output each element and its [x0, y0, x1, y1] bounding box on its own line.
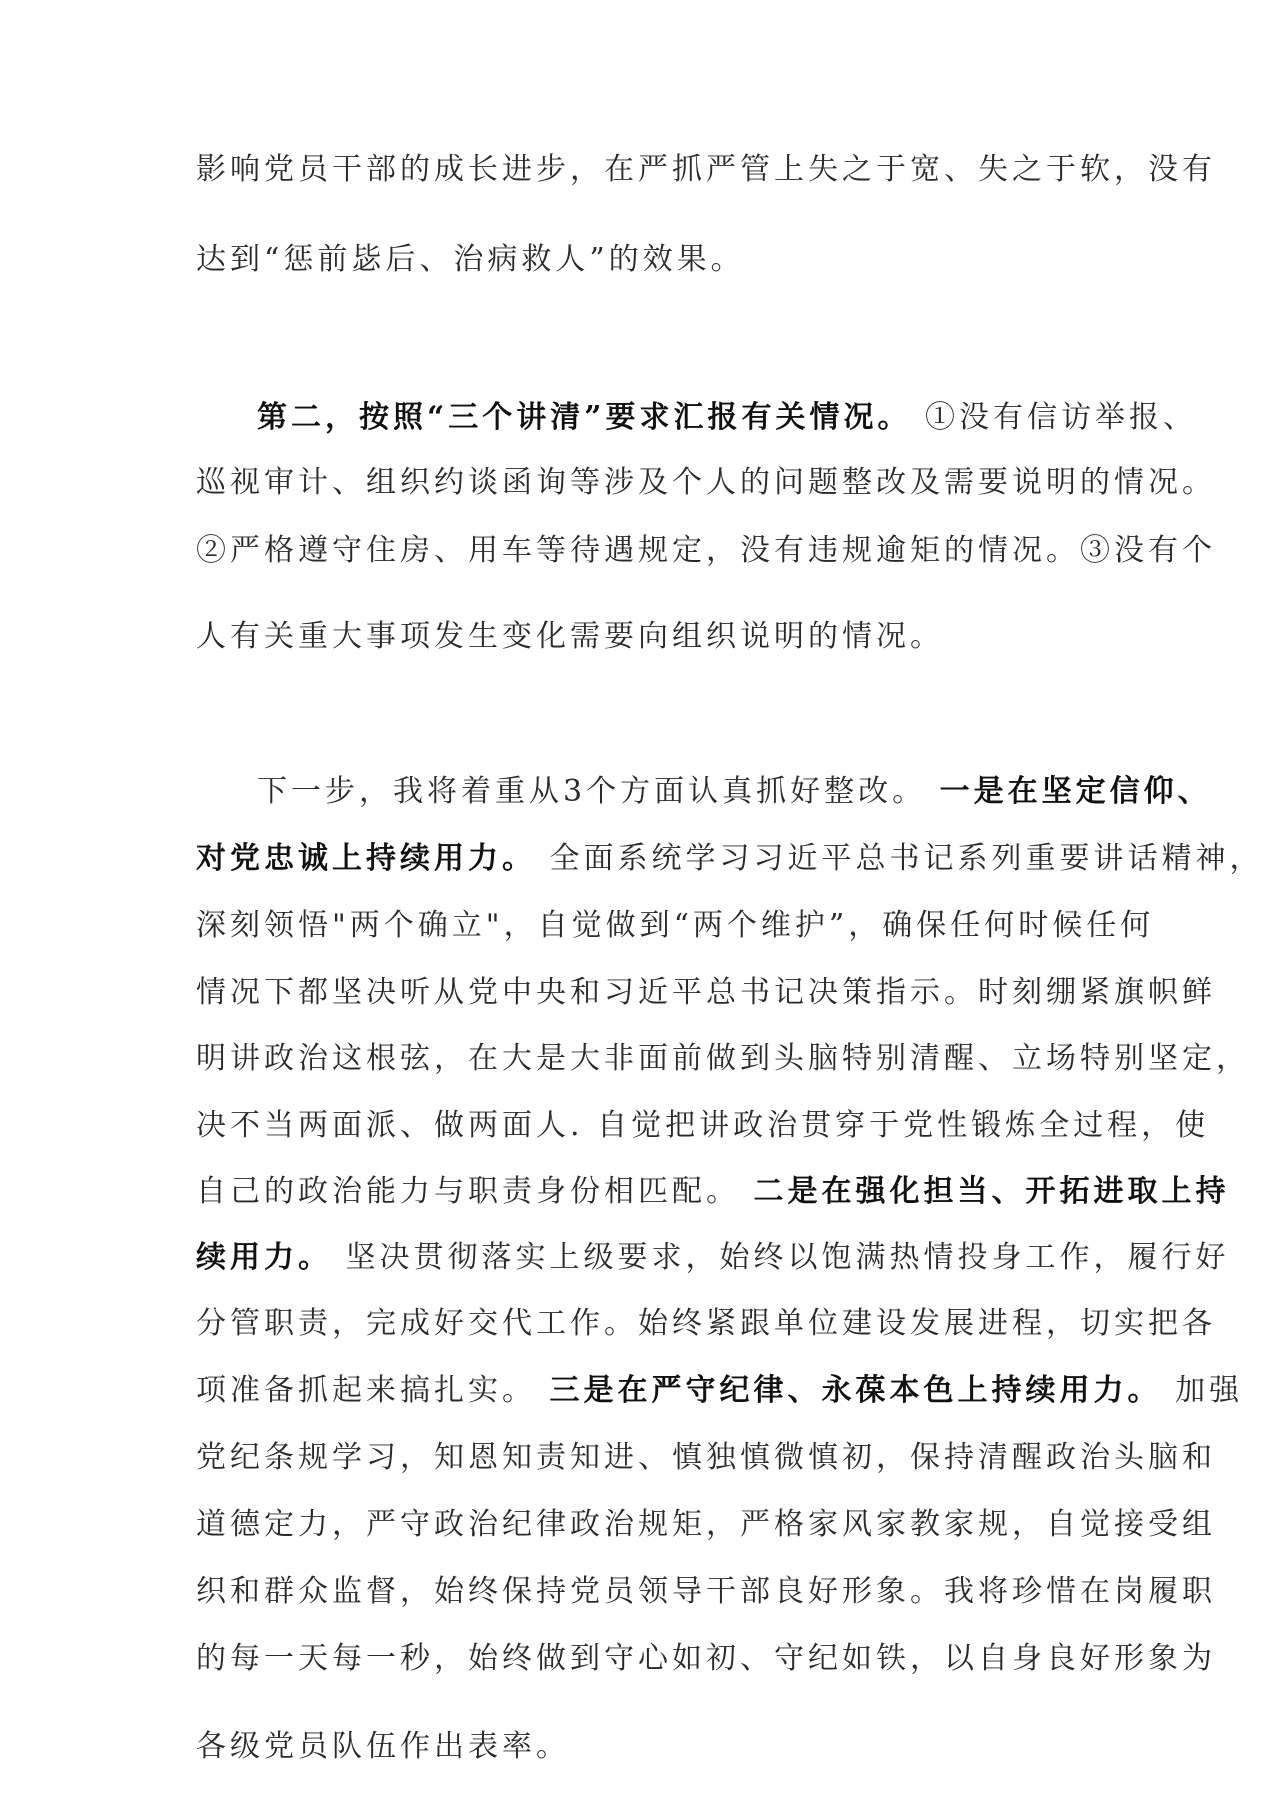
text-run: ②严格遵守住房、用车等待遇规定，没有违规逾矩的情况。③没有个 [196, 533, 1216, 568]
text-line-14 [196, 1238, 1230, 1278]
text-line-1 [196, 150, 1216, 190]
text-run: 分管职责，完成好交代工作。始终紧跟单位建设发展进程，切实把各 [196, 1306, 1216, 1341]
text-run: 全面系统学习习近平总书记系列重要讲话精神， [536, 841, 1264, 876]
text-run: 各级党员队伍作出表率。 [196, 1729, 570, 1764]
text-line-6 [196, 617, 1096, 657]
section-heading: 续用力。 [196, 1240, 332, 1275]
text-run: 的每一天每一秒，始终做到守心如初、守纪如铁，以自身良好形象为 [196, 1641, 1216, 1676]
text-run: 影响党员干部的成长进步，在严抓严管上失之于宽、失之于软，没有 [196, 152, 1216, 187]
text-line-8 [196, 839, 1264, 879]
text-run: 坚决贯彻落实上级要求，始终以饱满热情投身工作，履行好 [332, 1240, 1230, 1275]
text-run: 巡视审计、组织约谈函询等涉及个人的问题整改及需要说明的情况。 [196, 465, 1216, 500]
text-run: 决不当两面派、做两面人. 自觉把讲政治贯穿于党性锻炼全过程，使 [196, 1108, 1210, 1143]
text-run: 下一步，我将着重从3个方面认真抓好整改。 [257, 774, 940, 809]
section-heading: 一是在坚定信仰、 [939, 774, 1212, 809]
section-heading: 三是在严守纪律、永葆本色上持续用力。 [549, 1373, 1162, 1408]
text-line-3 [257, 398, 1198, 438]
text-run: 人有关重大事项发生变化需要向组织说明的情况。 [196, 619, 944, 654]
text-run: 加强 [1161, 1373, 1244, 1408]
text-line-18 [196, 1505, 1216, 1545]
text-line-5 [196, 531, 1216, 571]
text-run: 明讲政治这根弦，在大是大非面前做到头脑特别清醒、立场特别坚定， [196, 1041, 1250, 1076]
text-run: 党纪条规学习，知恩知责知进、慎独慎微慎初，保持清醒政治头脑和 [196, 1440, 1216, 1475]
section-heading: 对党忠诚上持续用力。 [196, 841, 536, 876]
section-heading: 二是在强化担当、开拓进取上持 [753, 1174, 1230, 1209]
section-heading: 第二，按照“三个讲清”要求汇报有关情况。 [257, 400, 912, 435]
text-line-4 [196, 463, 1216, 503]
text-line-20 [196, 1639, 1216, 1679]
text-line-21 [196, 1727, 1096, 1767]
text-run: 达到“惩前毖后、治病救人”的效果。 [196, 242, 745, 277]
text-run: 织和群众监督，始终保持党员领导干部良好形象。我将珍惜在岗履职 [196, 1574, 1216, 1609]
text-line-17 [196, 1438, 1216, 1478]
text-run: 道德定力，严守政治纪律政治规矩，严格家风家教家规，自觉接受组 [196, 1507, 1216, 1542]
text-run: 项准备抓起来搞扎实。 [196, 1373, 550, 1408]
text-run: ①没有信访举报、 [911, 400, 1198, 435]
text-line-19 [196, 1572, 1216, 1612]
text-line-2 [196, 240, 1096, 280]
text-run: 情况下都坚决听从党中央和习近平总书记决策指示。时刻绷紧旗帜鲜 [196, 975, 1216, 1010]
text-line-7 [257, 772, 1212, 812]
text-line-11 [196, 1039, 1250, 1079]
text-line-12 [196, 1106, 1210, 1146]
text-line-9 [196, 906, 1155, 946]
text-line-13 [196, 1172, 1230, 1212]
text-run: 自己的政治能力与职责身份相匹配。 [196, 1174, 754, 1209]
text-run: 深刻领悟"两个确立"，自觉做到“两个维护”，确保任何时候任何 [196, 908, 1155, 943]
text-line-15 [196, 1304, 1216, 1344]
text-line-10 [196, 973, 1216, 1013]
text-line-16 [196, 1371, 1244, 1411]
